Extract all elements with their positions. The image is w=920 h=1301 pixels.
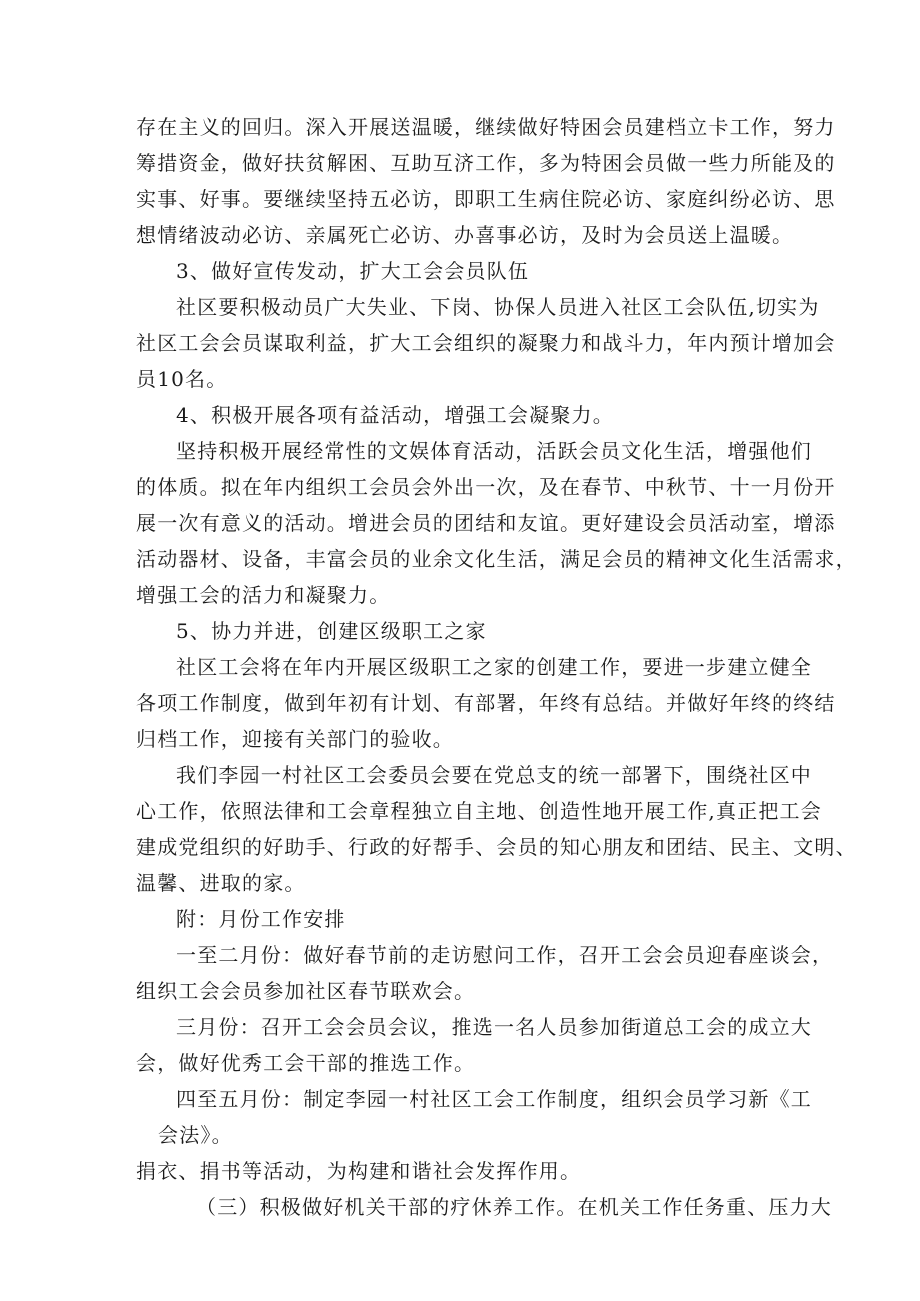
- paragraph-line: 增强工会的活力和凝聚力。: [136, 583, 391, 607]
- paragraph-line: 三月份：召开工会会员会议，推选一名人员参加街道总工会的成立大: [176, 1015, 812, 1039]
- paragraph-line: 社区工会会员谋取利益，扩大工会组织的凝聚力和战斗力，年内预计增加会: [136, 331, 836, 355]
- paragraph-line: 会，做好优秀工会干部的推选工作。: [136, 1051, 476, 1075]
- paragraph-line: 社区工会将在年内开展区级职工之家的创建工作，要进一步建立健全: [176, 655, 812, 679]
- paragraph-line: 心工作，依照法律和工会章程独立自主地、创造性地开展工作,真正把工会: [136, 799, 822, 823]
- section-heading: 3、做好宣传发动，扩大工会会员队伍: [176, 259, 530, 283]
- paragraph-line: 社区要积极动员广大失业、下岗、协保人员进入社区工会队伍,切实为: [176, 295, 820, 319]
- paragraph-line: 的体质。拟在年内组织工会员会外出一次，及在春节、中秋节、十一月份开: [136, 475, 836, 499]
- paragraph-line: 建成党组织的好助手、行政的好帮手、会员的知心朋友和团结、民主、文明、: [136, 835, 857, 859]
- section-heading: 4、积极开展各项有益活动，增强工会凝聚力。: [176, 403, 614, 427]
- paragraph-line: 坚持积极开展经常性的文娱体育活动，活跃会员文化生活，增强他们: [176, 439, 812, 463]
- paragraph-line: （三）积极做好机关干部的疗休养工作。在机关工作任务重、压力大: [196, 1195, 832, 1219]
- paragraph-line: 实事、好事。要继续坚持五必访，即职工生病住院必访、家庭纠纷必访、思: [136, 187, 836, 211]
- paragraph-line: 各项工作制度，做到年初有计划、有部署，年终有总结。并做好年终的终结: [136, 691, 836, 715]
- paragraph-line: 四至五月份：制定李园一村社区工会工作制度，组织会员学习新《工: [176, 1087, 812, 1111]
- paragraph-line: 想情绪波动必访、亲属死亡必访、办喜事必访，及时为会员送上温暖。: [136, 223, 794, 247]
- paragraph-line: 归档工作，迎接有关部门的验收。: [136, 727, 454, 751]
- paragraph-line: 组织工会会员参加社区春节联欢会。: [136, 979, 476, 1003]
- paragraph-line: 我们李园一村社区工会委员会要在党总支的统一部署下，围绕社区中: [176, 763, 812, 787]
- paragraph-line: 展一次有意义的活动。增进会员的团结和友谊。更好建设会员活动室，增添: [136, 511, 836, 535]
- paragraph-line: 存在主义的回归。深入开展送温暖，继续做好特困会员建档立卡工作，努力: [136, 115, 836, 139]
- paragraph-line: 员10名。: [136, 367, 228, 391]
- paragraph-line: 筹措资金，做好扶贫解困、互助互济工作，多为特困会员做一些力所能及的: [136, 151, 836, 175]
- section-heading: 5、协力并进，创建区级职工之家: [176, 619, 487, 643]
- paragraph-line: 活动器材、设备，丰富会员的业余文化生活，满足会员的精神文化生活需求，: [136, 547, 857, 571]
- appendix-heading: 附：月份工作安排: [176, 907, 346, 931]
- paragraph-line: 一至二月份：做好春节前的走访慰问工作，召开工会会员迎春座谈会，: [176, 943, 834, 967]
- paragraph-line: 温馨、进取的家。: [136, 871, 306, 895]
- paragraph-line: 捐衣、捐书等活动，为构建和谐社会发挥作用。: [136, 1159, 582, 1183]
- paragraph-line: 会法》。: [158, 1123, 233, 1147]
